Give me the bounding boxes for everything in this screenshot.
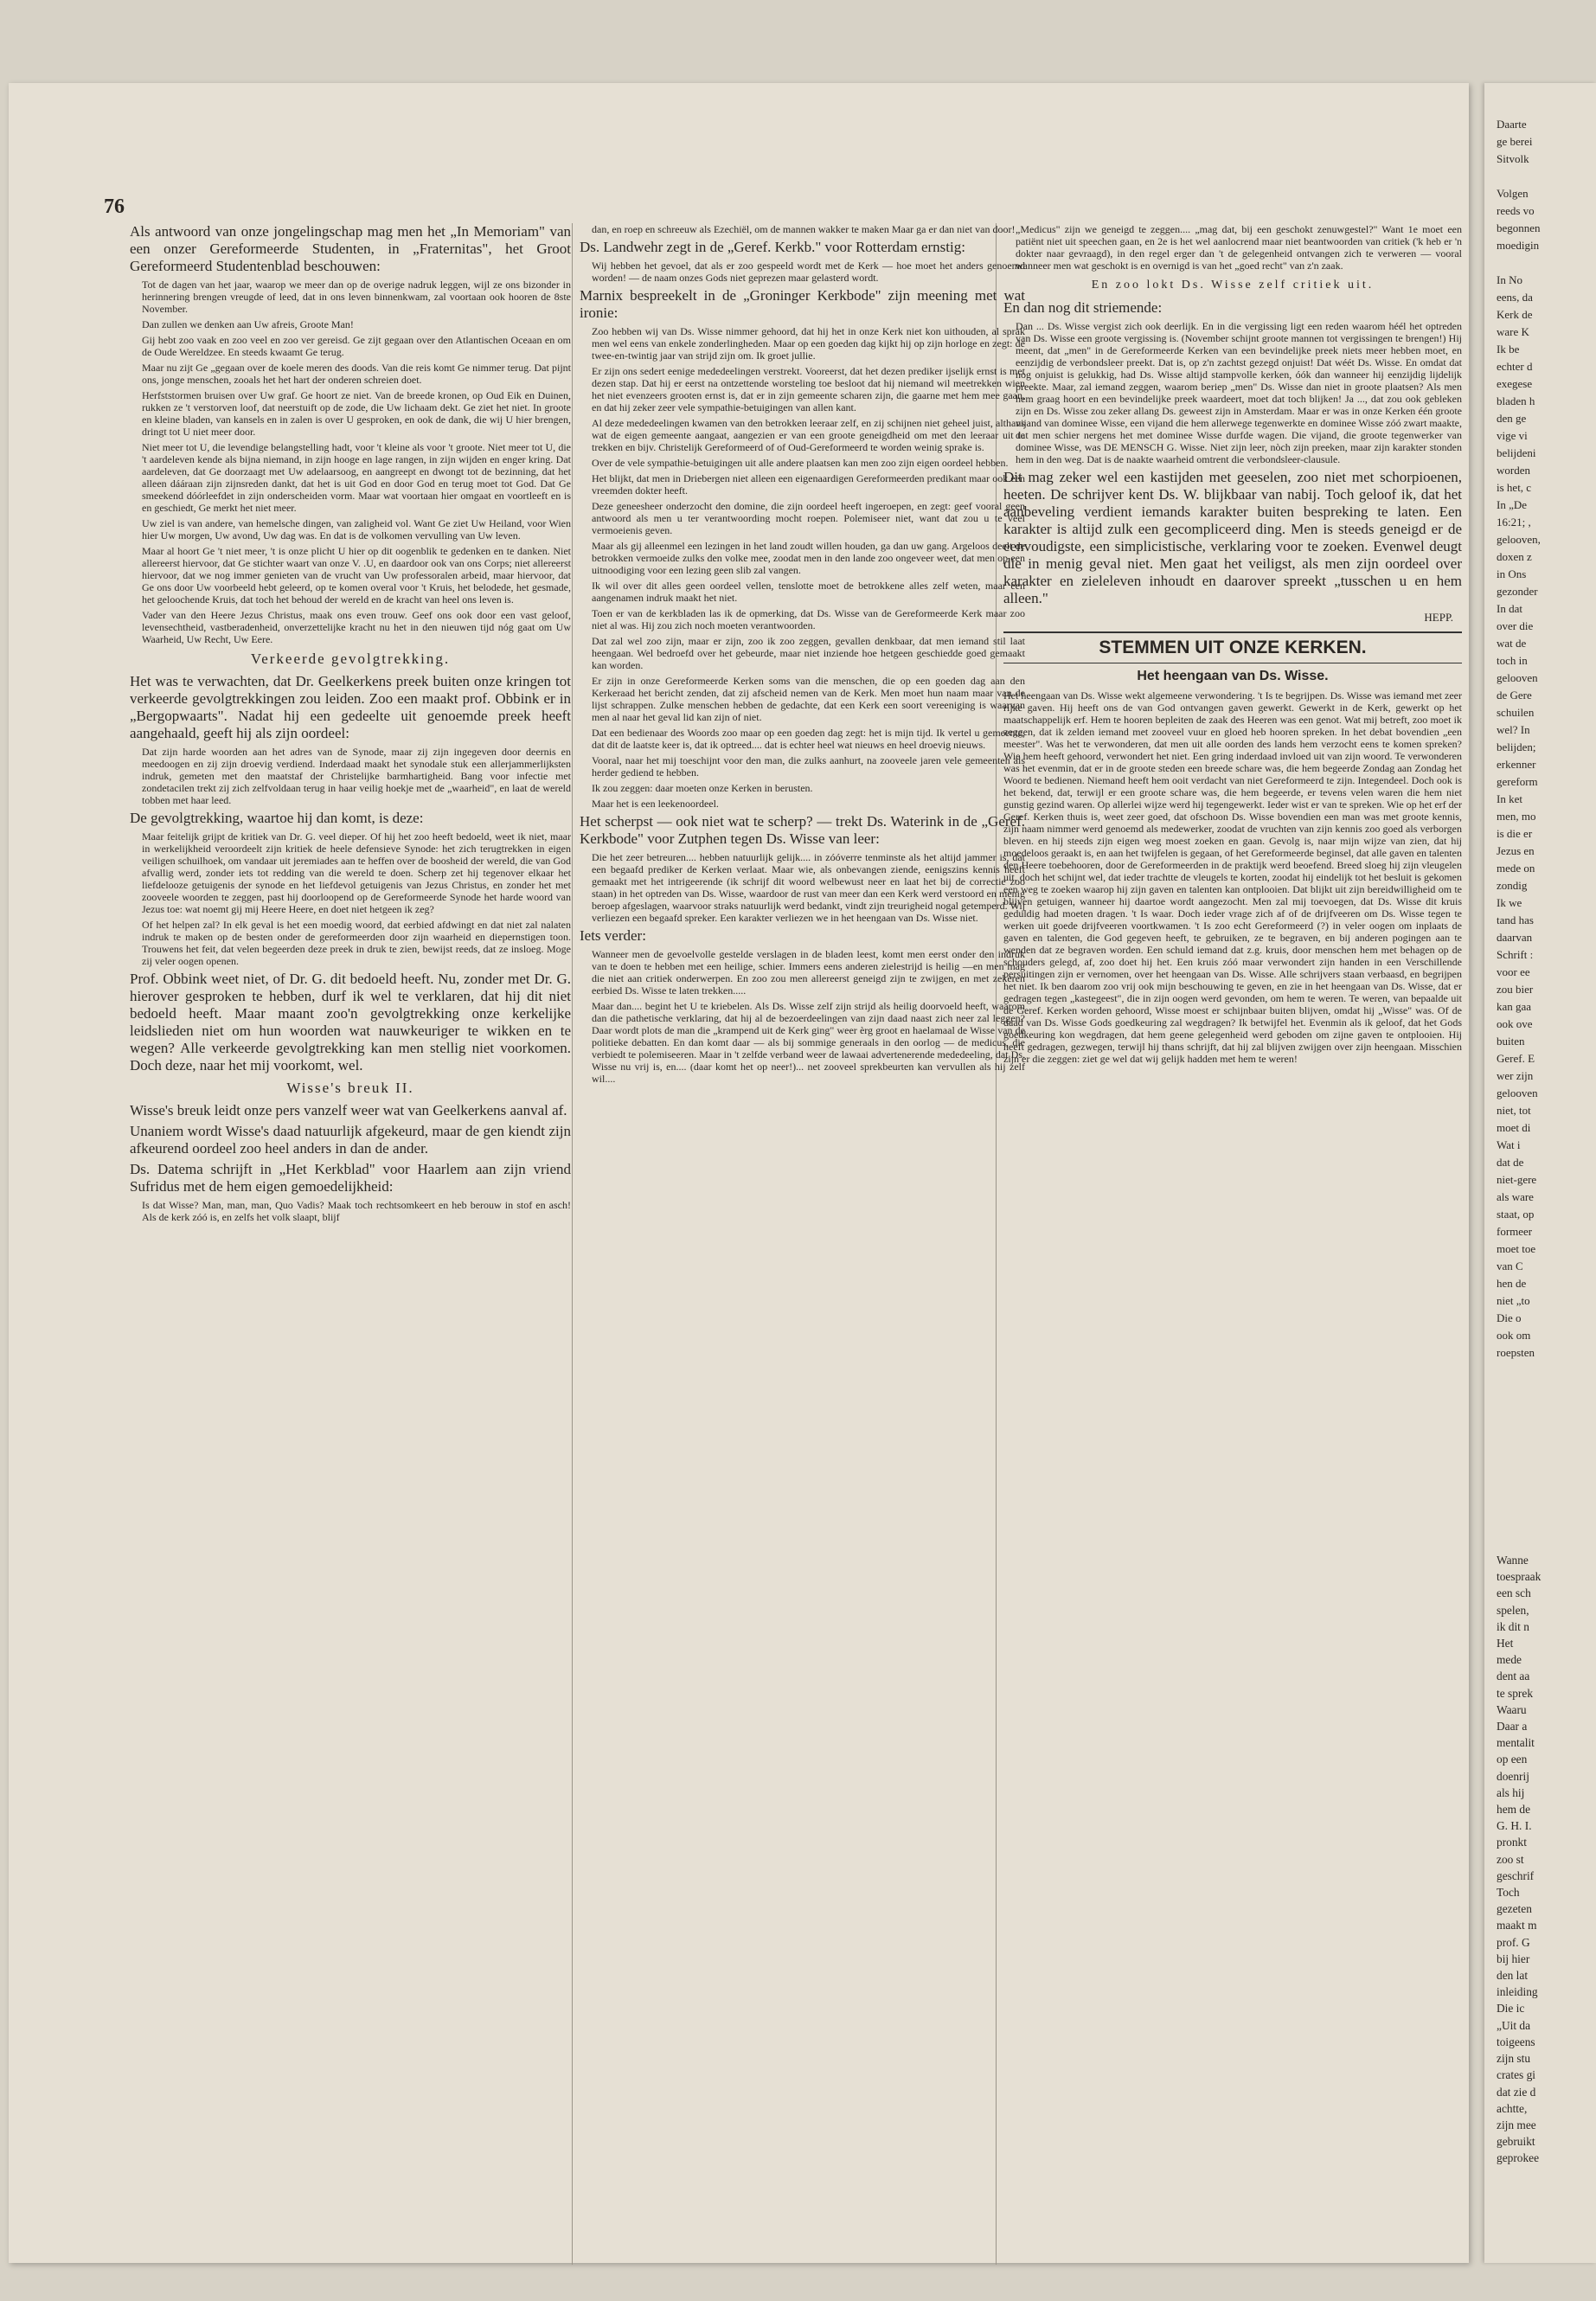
adjacent-page-line: belijden; [1497, 740, 1536, 753]
paragraph: Marnix bespreekelt in de „Groninger Kerkbode" zijn meening met wat ironie: [580, 287, 1025, 321]
adjacent-page-line: als ware [1497, 1190, 1534, 1203]
quote: Deze geneesheer onderzocht den domine, die zijn oordeel heeft ingeroepen, en zegt: geef vooral geen antwoord als men u ter verantwoording mocht roepen. Polemiseer niet, want dat zou u te veel vermoeienis geven. [592, 500, 1025, 536]
adjacent-page-line: zondig [1497, 879, 1528, 892]
quote: Maar nu zijt Ge „gegaan over de koele meren des doods. Van die reis komt Ge nimmer terug. Dat pijnt ons, jonge menschen, zooals het het hart der onderen schreien doet. [142, 362, 571, 386]
adjacent-page-line: Daarte [1497, 118, 1527, 131]
paragraph: Het was te verwachten, dat Dr. Geelkerkens preek buiten onze kringen tot verkeerde gevolgtrekkingen zou leiden. Zoo een maakt prof. Obbink er in „Bergopwaarts". Nadat hij een gedeelte uit genoemde preek heeft aangehaald, geeft hij als zijn oordeel: [130, 673, 571, 741]
quote: Gij hebt zoo vaak en zoo veel en zoo ver gereisd. Ge zijt gegaan over den Atlantischen Oceaan en om de Oude Wereldzee. En steeds kwaamt Ge terug. [142, 334, 571, 358]
quote: Maar het is een leekenoordeel. [592, 798, 719, 810]
adjacent-page-line: te sprek [1497, 1686, 1534, 1700]
adjacent-page-line: den ge [1497, 412, 1527, 425]
adjacent-page-line: doxen z [1497, 550, 1532, 563]
column-1 [130, 223, 571, 2282]
adjacent-page-line: den lat [1497, 1969, 1529, 1983]
adjacent-page-line: van C [1497, 1259, 1523, 1272]
adjacent-page-line: geschrif [1497, 1868, 1535, 1882]
adjacent-page-line: reeds vo [1497, 204, 1535, 217]
adjacent-page-line: Toch [1497, 1886, 1520, 1900]
adjacent-page-line: Het [1497, 1637, 1514, 1650]
paragraph: Wisse's breuk leidt onze pers vanzelf weer wat van Geelkerkens aanval af. [130, 1102, 567, 1118]
adjacent-page-line [1497, 170, 1596, 183]
paragraph: Dit mag zeker wel een kastijden met geeselen, zoo niet met schorpioenen, heeten. De schrijver kent Ds. W. blijkbaar van nabij. Toch geloof ik, dat het aanbeveling verdient iemands karakter buiten bespreking te laten. Een karakter is altijd zulk een gecompliceerd ding. Men is steeds geneigd er de eenvoudigste, een simplicistische, verklaring voor te zoeken. Evenwel deugt die in menig geval niet. Men gaat het veiligst, als men zijn oordeel over karakter en zieleleven inhoudt en daarover spreekt „tusschen u en hem alleen." [1003, 469, 1462, 606]
adjacent-page-line: ook om [1497, 1329, 1531, 1342]
adjacent-page-line: „Uit da [1497, 2018, 1531, 2032]
adjacent-page-line: gezonder [1497, 585, 1538, 598]
adjacent-page-line: zijn mee [1497, 2118, 1536, 2131]
paragraph: Iets verder: [580, 927, 646, 944]
column-2 [580, 223, 1025, 2282]
adjacent-page-line: begonnen [1497, 221, 1541, 234]
section-heading: Verkeerde gevolgtrekking. [250, 651, 451, 667]
paragraph: Unaniem wordt Wisse's daad natuurlijk afgekeurd, maar de gen kiendt zijn afkeurend oordeel zoo heel anders in dan de ander. [130, 1123, 571, 1157]
quote: Dat zal wel zoo zijn, maar er zijn, zoo ik zoo zeggen, gevallen denkbaar, dat men iemand stil laat heengaan. Wel bedroefd over het gebeurde, maar niet inziende hoe hetgeen geschiedde goed gemaakt kan worden. [592, 635, 1025, 671]
quote: Maar als gij alleenmel een lezingen in het land zoudt willen houden, ga dan uw gang. Argeloos deelt de betrokken vermoeide zulks den volke mee, zoodat men in den lande zoo ongeveer weet, dat men op een uitnoodiging voor een lezing geen slib zal vangen. [592, 540, 1025, 576]
adjacent-page-line: bladen h [1497, 394, 1535, 407]
adjacent-page-line: echter d [1497, 360, 1533, 373]
adjacent-page-line: In „De [1497, 498, 1528, 511]
quote: Dat zijn harde woorden aan het adres van de Synode, maar zij zijn ingegeven door deernis en meedoogen en zij zijn droevig verdiend. Inderdaad maakt het synodale stuk een allerjammerlijksten indruk, gemeten met den maatstaf der Christelijke barmhartigheid. Bang voor infectie met zondetacilen trekt zij zich zelfvoldaan terug in haar veilig hoekje met de „waarheid", en laat de wereld tobben met haar leed. [142, 746, 571, 806]
adjacent-page-line: wat de [1497, 637, 1527, 650]
adjacent-page-line: pronkt [1497, 1836, 1527, 1849]
column-rule-1 [572, 223, 573, 2265]
adjacent-page-line: prof. G [1497, 1935, 1530, 1949]
quote: Wanneer men de gevoelvolle gestelde verslagen in de bladen leest, komt men eerst onder den indruk van te doen te hebben met een heilige, schier. Immers eens anderen zielestrijd is heilig —en men mag die niet aan critiek onderwerpen. En zoo zou men allereerst geneigd zijn te zwijgen, en met zekeren eerbied Ds. Wisse te laten trekken..... [592, 948, 1025, 997]
newspaper-page [9, 83, 1469, 2263]
quote: dan, en roep en schreeuw als Ezechiël, om de mannen wakker te maken Maar ga er dan niet van door! [592, 223, 1016, 235]
adjacent-page-line: doenrij [1497, 1769, 1529, 1783]
quote: Ik zou zeggen: daar moeten onze Kerken in berusten. [592, 782, 813, 794]
signature: HEPP. [1424, 611, 1453, 624]
paragraph: Het scherpst — ook niet wat te scherp? — trekt Ds. Waterink in de „Geref. Kerkbode" voor Zutphen tegen Ds. Wisse van leer: [580, 813, 1025, 847]
adjacent-page-line: bij hier [1497, 1952, 1530, 1965]
adjacent-page-line: In dat [1497, 602, 1522, 615]
adjacent-page-line: mede on [1497, 862, 1535, 875]
adjacent-page-line: Sitvolk [1497, 152, 1529, 165]
adjacent-page-line: dat zie d [1497, 2085, 1536, 2099]
quote: Zoo hebben wij van Ds. Wisse nimmer gehoord, dat hij het in onze Kerk niet kon uithouden, al sprak men wel eens van enkele zonderlingheden. Maar op een goeden dag kijkt hij op zijn horloge en zegt: de twee-en-twintig jaar van strijd zijn om. Ik groet jullie. [592, 325, 1025, 362]
quote: Tot de dagen van het jaar, waarop we meer dan op de overige nadruk leggen, wijl ze ons bizonder in herinnering brengen vreugde of leed, dat in ons leven binnenkwam, zal voortaan ook hooren de 8ste November. [142, 279, 571, 315]
adjacent-page-line: Schrift : [1497, 948, 1534, 961]
adjacent-page-line: erkenner [1497, 758, 1536, 771]
adjacent-page-line: Volgen [1497, 187, 1529, 200]
adjacent-page-line: toch in [1497, 654, 1528, 667]
adjacent-page-line: Wat i [1497, 1138, 1521, 1151]
quote: Al deze mededeelingen kwamen van den betrokken leeraar zelf, en zij schijnen niet geheel juist, althans wat de eigen gemeente aangaat, aangezien er van een groote geneigdheid om met den leeraar uit te trekken en bijv. Christelijk Gereformeerd of of Oud-Gereformeerd te worden weinig sprake is. [592, 417, 1025, 453]
adjacent-page-line: vige vi [1497, 429, 1528, 442]
adjacent-page-line: zou bier [1497, 983, 1534, 996]
adjacent-page-line: toespraak [1497, 1570, 1542, 1584]
adjacent-page-line: een sch [1497, 1586, 1531, 1600]
adjacent-page-line: kan gaa [1497, 1000, 1532, 1013]
adjacent-page-line: Waaru [1497, 1702, 1527, 1716]
adjacent-page-line: roepsten [1497, 1346, 1535, 1359]
adjacent-page-line: schuilen [1497, 706, 1535, 719]
adjacent-page-line: gelooven, [1497, 533, 1541, 546]
quote: Of het helpen zal? In elk geval is het een moedig woord, dat eerbied afdwingt en dat niet zal nalaten indruk te maken op de besten onder de gereformeerden door zijn waarheid en diepernstigen toon. Trouwens het feit, dat velen begeerden deze preek in druk te zien, bewijst reeds, dat ze insloeg. Moge zij veler oogen openen. [142, 919, 571, 967]
paragraph: Ds. Landwehr zegt in de „Geref. Kerkb." voor Rotterdam ernstig: [580, 239, 965, 255]
adjacent-page-line: gelooven [1497, 1086, 1538, 1099]
adjacent-page-line: mede [1497, 1653, 1522, 1667]
adjacent-page-line: gezeten [1497, 1902, 1532, 1916]
adjacent-page-line: dat de [1497, 1156, 1524, 1169]
emphasis-line: En zoo lokt Ds. Wisse zelf critiek uit. [1091, 279, 1375, 292]
section-heading: Wisse's breuk II. [286, 1080, 414, 1096]
adjacent-page-line: Jezus en [1497, 844, 1535, 857]
adjacent-page-line: buiten [1497, 1035, 1525, 1048]
adjacent-page-line: ik dit n [1497, 1619, 1529, 1633]
adjacent-page-line: Die o [1497, 1311, 1522, 1324]
adjacent-page-line: niet „to [1497, 1294, 1530, 1307]
adjacent-page-line: over die [1497, 619, 1534, 632]
quote: Niet meer tot U, die levendige belangstelling hadt, voor 't kleine als voor 't groote. Niet meer tot U, die 't aardeleven kende als bijna niemand, in zijn hooge en lage rangen, in zijn wijden en enger kring. Dat aardeleven, dat Ge doorzaagt met Uw adelaarsoog, en aangreept en dwongt tot de bezinning, dat het alleen dáárаan zijn zijnsreden dankt, dat het is uit God en door God en terug moet tot God. Dat Ge smeekend dóórleefdet in zijn onderscheiden vorm. Maar wat voortaan hier omgaat en voortleeft en is en geschiedt, Ge merkt het niet meer. [142, 441, 571, 514]
adjacent-page-line: belijdeni [1497, 446, 1536, 459]
adjacent-page-line: niet, tot [1497, 1104, 1531, 1117]
adjacent-page-line: moet di [1497, 1121, 1531, 1134]
adjacent-page-line: In ket [1497, 792, 1522, 805]
quote: Ik wil over dit alles geen oordeel vellen, tenslotte moet de betrokkene alles zelf weten, maar een aangenamen indruk maakt het niet. [592, 580, 1025, 604]
paragraph: En dan nog dit striemende: [1003, 299, 1163, 316]
adjacent-page-line: 16:21; , [1497, 516, 1531, 529]
quote: Herfststormen bruisen over Uw graf. Ge hoort ze niet. Van de breede kronen, op Oud Eik en Duinen, rukken ze 't verstorven loof, dat neerstuift op de zode, die Uw lichaam dekt. Ge ziet het niet. In groote en kleine bladen, van kansels en in zalen is over U gesproken, en ook de dank, die wij U hier brengen, dringt tot U niet meer door. [142, 389, 571, 438]
adjacent-page-line: moet toe [1497, 1242, 1536, 1255]
quote: Toen er van de kerkbladen las ik de opmerking, dat Ds. Wisse van de Gereformeerde Kerk maar zoo niet al was. Hij zou zich noch moeten verantwoorden. [592, 607, 1025, 631]
adjacent-page-line: toigeens [1497, 2035, 1535, 2048]
quote: Er zijn ons sedert eenige mededeelingen verstrekt. Vooreerst, dat het dezen prediker ijselijk ernst is met dezen stap. Dat hij er eerst na ontzettende worsteling toe besloot dat hij niemand wil meetrekken wien het niet evenzeers grooten ernst is, dat er in zijn gemeente scharen zijn, die gaarne met hem mee gaan, en dat hij zeker zeer vele sympathie-betuigingen van allen kant. [592, 365, 1025, 413]
adjacent-page-line: Ik be [1497, 343, 1520, 356]
adjacent-page-line: formeer [1497, 1225, 1533, 1238]
adjacent-page-line: zijn stu [1497, 2052, 1531, 2066]
quote: Is dat Wisse? Man, man, man, Quo Vadis? Maak toch rechtsomkeert en heb berouw in stof en asch! Als de kerk zóó is, en zelfs het volk slaapt, blijf [142, 1199, 571, 1223]
paragraph: Als antwoord van onze jongelingschap mag men het „In Memoriam" van een onzer Gereformeerde Studenten, in „Fraternitas", het Groot Gereformeerd Studentenblad beschouwen: [130, 223, 571, 274]
adjacent-page-line: men, mo [1497, 810, 1536, 823]
adjacent-page-edge [1484, 83, 1596, 2263]
column-3 [1003, 223, 1462, 2282]
adjacent-page-line: is het, c [1497, 481, 1532, 494]
quote: Uw ziel is van andere, van hemelsche dingen, van zaligheid vol. Want Ge ziet Uw Heiland, voor Wien hier Uw morgen, Uw avond, Uw dag was. En dat is de volkomen vervulling van Uw leven. [142, 517, 571, 542]
quote: Vooral, naar het mij toeschijnt voor den man, die zulks aanhurt, na zooveele jaren vele gemeenten als herder gediend te hebben. [592, 754, 1025, 779]
paragraph: Ds. Datema schrijft in „Het Kerkblad" voor Haarlem aan zijn vriend Sufridus met de hem eigen gemoedelijkheid: [130, 1161, 571, 1195]
adjacent-page-line: ge berei [1497, 135, 1533, 148]
quote: Er zijn in onze Gereformeerde Kerken soms van die menschen, die op een goeden dag aan den Kerkeraad het bericht zenden, dat zij afscheid nemen van de Kerk. Men moet hun naam maar van de lijst schrappen. Zulke menschen hebben de gedachte, dat een Kerk een soort vereeniging is waarvan men al naar het geval lid kan zijn of niet. [592, 675, 1025, 723]
quote: Dan zullen we denken aan Uw afreis, Groote Man! [142, 318, 354, 330]
paragraph: De gevolgtrekking, waartoe hij dan komt, is deze: [130, 810, 424, 826]
adjacent-page-line: exegese [1497, 377, 1533, 390]
adjacent-page-line: niet-gere [1497, 1173, 1537, 1186]
quote: Die het zeer betreuren.... hebben natuurlijk gelijk.... in zóóverre tenminste als het altijd jammer is, dat een begaafd prediker de Kerken verlaat. Maar wie, als onbevangen ziende, eenigszins kennis heeft gemaakt met het intrigeerende (ik schrijf dit woord welbewust neer en laat het bij de correctie zoo staan) in het optreden van Ds. Wisse, waardoor de rust van meer dan een Kerk werd verstoord en menig beroep afgeslagen, waarvoor straks natuurlijk werd bedankt, vindt zijn treurigheid nogal getemperd. Wij verliezen een begaafd spreker. Een karakter verliezen we in het heengaan van Ds. Wisse niet. [592, 851, 1025, 924]
adjacent-page-line: Ik we [1497, 896, 1522, 909]
adjacent-page-line: Wanne [1497, 1554, 1529, 1567]
adjacent-page-line: dent aa [1497, 1670, 1530, 1683]
adjacent-page-line: Kerk de [1497, 308, 1533, 321]
adjacent-page-line: Geref. E [1497, 1052, 1535, 1065]
adjacent-page-line: wer zijn [1497, 1069, 1534, 1082]
adjacent-page-line: inleiding [1497, 1985, 1538, 1999]
adjacent-page-line: voor ee [1497, 965, 1530, 978]
adjacent-page-line: hen de [1497, 1277, 1527, 1290]
adjacent-page-line: in Ons [1497, 567, 1527, 580]
quote: Maar feitelijk grijpt de kritiek van Dr. G. veel dieper. Of hij het zoo heeft bedoeld, weet ik niet, maar in werkelijkheid veroordeelt zijn kritiek de heele defensieve Synode: het zich terugtrekken in eigen veiligen schuilhoek, om vandaar uit jeremiades aan te heffen over de boosheid der wereld, die van God afvallig werd, zonder iets tot redding van die wereld te doen. Scherp zet hij tegenover elkaar het liefdelooze getuigenis der synode en het liefdevol getuigenis van Jezus Christus, en zonder het met zooveele woorden te zeggen, past hij doorloopend op de Gereformeerde Synode het harde woord van Jezus toe: wat noemt gij mij Heere Heere, en doet niet hetgeen ik zeg? [142, 830, 571, 915]
adjacent-page-line: tand has [1497, 913, 1534, 926]
adjacent-page-line: Die ic [1497, 2002, 1525, 2016]
quote: Het blijkt, dat men in Driebergen niet alleen een eigenaardigen Gereformeerden predikant maar ook een vreemden dokter heeft. [592, 472, 1025, 497]
quote: „Medicus" zijn we geneigd te zeggen.... „mag dat, bij een geschokt zenuwgestel?" Want 1e moet een patiënt niet uit speechen gaan, en 2e is het wel aanlocrend maar niet beantwoorden van critiek ('k heb er 'n dokter naar gevraagd), in den regel erger dan 't de gelegenheid ontvangen zich te verweren — vooral wanneer men wat geschokt is en overnigd is van het „goed recht" van z'n zaak. [1016, 223, 1462, 272]
adjacent-page-line: G. H. I. [1497, 1819, 1532, 1833]
quote: Maar dan.... begint het U te kriebelen. Als Ds. Wisse zelf zijn strijd als heilig doorvoeld heeft, waarom dan die pathetische verklaring, dat hij al de bezoerdeelingen van zijn daad naast zich neer zal leggen? Daar wordt plots de man die „krampend uit de Kerk ging" weer èrg groot en haelamaal de Wisse van de politieke debatten. En dan komt daar — als bij sommige generaals in den oorlog — de medicus, die verbiedt te polemiseeren. Maar in 't zelfde verband weer de lawaai advertenerende mededeeling, dat Ds. Wisse nu vrij is, en.... (daar komt het op neer!)... net zooveel sprekbeurten kan vervullen als hij zelf wil.... [592, 1000, 1025, 1085]
adjacent-page-line: gebruikt [1497, 2135, 1535, 2149]
section-title: STEMMEN UIT ONZE KERKEN. [1003, 631, 1462, 663]
adjacent-page-line: maakt m [1497, 1919, 1537, 1932]
adjacent-page-line: als hij [1497, 1785, 1525, 1799]
quote: Vader van den Heere Jezus Christus, maak ons even trouw. Geef ons ook door een vast geloof, levensechtheid, vastberadenheid, onverzettelijke kracht nu het in den nieuwen tijd nóg gaat om Uw Waarheid, Uw Recht, Uw Eere. [142, 609, 571, 645]
adjacent-page-line: gereform [1497, 775, 1538, 788]
adjacent-page-line: ook ove [1497, 1017, 1533, 1030]
article-subheading: Het heengaan van Ds. Wisse. [1137, 669, 1329, 683]
article-body: Het heengaan van Ds. Wisse wekt algemeene verwondering. 't Is te begrijpen. Ds. Wisse was iemand met zeer rijke gaven. Hij heeft ons de van God ontvangen gaven gewerkt. Gewerkt in de Kerk, gewerkt op het maatschappelijk erf. Hem te hooren bepleiten de zaak des Heeren was een genot. Wat mij betreft, zoo moet ik zeggen, dat ik zelden iemand met zooveel vuur en gloed heb hooren spreken. In het debat bovendien „een meester". Was het te verwonderen, dat men uit alle oorden des lands hem verzocht eens te komen spreken? Wie hem heeft gehoord, verwondert het niet. Een gring inderdaad invloed uit van zijn woord. Te verwonderen was het evenmin, dat er in de groote steden een breede schare was, die hem begeerde Zondag aan Zondag het Woord te bedienen. Niemand heeft hem ooit verdacht van niet Gereformeerd te zijn. Integendeel. Doch ook is het bekend, dat, terwijl er een groote schare was, die hem begeerde, er tevens velen waren die hem niet gunstig gezind waren. Op allerlei wijze werd hij tegengewerkt. Ieder wist er van te spreken. Wie op het erf der Geref. Kerken thuis is, weet zeer goed, dat ofschoon Ds. Wisse bovendien een man was met groote kennis, zijn naam nimmer werd genoemd als medewerker, zoodat de vruchten van zijn kennis zoo goed als verborgen bleven. en hij steeds zijn eigen weg moest zoeken en gaan. Gevolg is, naar mijn wijze van zien, dat hij moedeloos geraakt is, en aan het twijfelen is gegaan, of het Gereformeerde beginsel, dat alle gaven en talenten den Heere toebehooren, door de Gereformeerden in de praktijk werd beoefend. Breed sloeg hij zijn vleugelen uit, doch het schijnt wel, dat ieder trachtte de vleugels te korten, zoodat hij eindelijk tot het besluit is gekomen een weg te zoeken waarop hij zijn gaven en talenten kan ontplooien. Dat blijkt uit zijn bereidwilligheid om te blijven getuigen, wanneer hij daartoe wordt aangezocht. Men zal mij toevoegen, dat Ds. Wisse dit kruis geduldig had moeten dragen. 't Is waar. Doch ieder vrage zich af of de drijfveeren om Ds. Wisse tegen te werken uit goede drijfveeren voortkwamen. 't Is zoo echt Gereformeerd (?) in veler oogen om inplaats de gaven en talenten, die God gegeven heeft, te gebruiken, ze te begraven, en bij anderen pogingen aan te wenden dat ze begraven worden. Een schuld iemand dat z.g. kruis, door menschen hem met behagen op de schouders gelegd, af, zoo doet hij het. Een kruis zóó maar verwondert zijn handen in een Verschillende persuitingen zijn er vernomen, over het heengaan van Ds. Wisse. Alle schrijvers staan verbaasd, en begrijpen het niet. Ik ben daarom zoo vrij ook mijn beschouwing te geven, en zie in het heengaan van Ds. Wisse, dat er gedragen tegen „kastegeest", die in zijn oogen werd gevonden, om hem te weren. Te weren, van bepaalde uit de Geref. Kerken worden gehoord, Wisse moest er schijnbaar buiten blijven, omdat hij „Wisse" was. Of de daad van Ds. Wisse Gods goedkeuring zal wegdragen? Ik betwijfel het. Evenmin als ik geloof, dat het Gods goedkeuring kon wegdragen, dat hem geene gelegenheid werd geboden om zijne gaven te ontplooien. Hij heeft gedragen, gezwegen, terwijl hij thans schrijft, dat hij zal blijven zwijgen over zijn heengaan. Misschien zijn er die zeggen: ziet ge wel dat wij gelijk hadden met hem te weren! [1003, 689, 1462, 1065]
adjacent-page-line: In No [1497, 273, 1522, 286]
adjacent-page-line: gelooven [1497, 671, 1538, 684]
adjacent-page-line: achtte, [1497, 2101, 1528, 2115]
adjacent-page-line: spelen, [1497, 1603, 1529, 1617]
adjacent-page-line: moedigin [1497, 239, 1540, 252]
adjacent-page-line: crates gi [1497, 2068, 1535, 2082]
adjacent-page-line: hem de [1497, 1803, 1531, 1817]
adjacent-page-line: mentalit [1497, 1736, 1535, 1750]
adjacent-page-line [1497, 256, 1596, 270]
quote: Maar al hoort Ge 't niet meer, 't is onze plicht U hier op dit oogenblik te gedenken en te danken. Niet allereerst hiervoor, dat Ge stichter waart van onze V. .U, en daardoor ook van ons Corps; niet allereerst hiervoor, dat we nog immer genieten van de vrucht van Uw professoralen arbeid, maar hiervoor, dat Ge ons door Uw voorbeeld hebt geleerd, op te komen overal voor 't Kruis, het belodede, het gesmade, het geloochende Kruis, dat toch het behoud der wereld en de kracht van heel ons leven is. [142, 545, 571, 606]
adjacent-page-text-bottom [1497, 1554, 1596, 2169]
quote: Dat een bedienaar des Woords zoo maar op een goeden dag zegt: het is mijn tijd. Ik vertel u gemeente, dat dit de laatste keer is, dat ik optreed.... dat is echter heel wat nieuws en heel droevig nieuws. [592, 727, 1025, 751]
adjacent-page-line: de Gere [1497, 689, 1532, 702]
adjacent-page-line: worden [1497, 464, 1530, 477]
adjacent-page-line: eens, da [1497, 291, 1533, 304]
quote: Dan ... Ds. Wisse vergist zich ook deerlijk. En in die vergissing ligt een reden waarom héél het optreden van Ds. Wisse een groote vergissing is. (November schijnt groote mannen tot vergissingen te brengen!) Hij meent, dat „men" in de Gereformeerde Kerken van een bevindelijke preek niets meer hebben moet, en eenzijdig de verbondsleer preekt. Dat is, op z'n zachtst gezegd onjuist! Dat wéét Ds. Wisse. En omdat dat nog onjuist is gelukkig, had Ds. Wisse altijd stampvolle kerken, óók dan wanneer hij eenzijdig lijdelijk preekte. Maar, zal iemand zeggen, waarom beriep „men" Ds. Wisse dan niet in groote plaatsen? Als men hem graag hoort en een bevindelijke preek waardeert, moet dat toch blijken! Ja ..., dat zou ook gebleken zijn en Ds. Wisse zou zeker allang Ds. geweest zijn in Amsterdam. Maar er was in onze Kerken één groote vijand van dominee Wisse, een vijand die hem allerwege tegenwerkte en dominee Wisse zóó zwart maakte, dat men schier nergens het met dominee Wisse durfde wagen. Die vijand, die groote tegenwerker van dominee Wisse, was DE MENSCH G. Wisse. Niet zijn leer, nòch zijn preeken, maar zijn karakter stonden hem in den weg. Dat is de naakte waarheid omtrent die verbondsleer-clausule. [1016, 320, 1462, 465]
adjacent-page-line: op een [1497, 1753, 1528, 1766]
quote: Wij hebben het gevoel, dat als er zoo gespeeld wordt met de Kerk — hoe moet het anders genoemd worden! — de naam onzes Gods niet geprezen maar gelasterd wordt. [592, 260, 1025, 284]
adjacent-page-line: geprokee [1497, 2151, 1540, 2165]
adjacent-page-line: ware K [1497, 325, 1529, 338]
adjacent-page-line: staat, op [1497, 1208, 1535, 1221]
adjacent-page-line: zoo st [1497, 1852, 1524, 1866]
adjacent-page-line: Daar a [1497, 1720, 1528, 1734]
adjacent-page-line: wel? In [1497, 723, 1530, 736]
paragraph: Prof. Obbink weet niet, of Dr. G. dit bedoeld heeft. Nu, zonder met Dr. G. hierover gesproken te hebben, durf ik wel te verklaren, dat hij dit niet bedoeld heeft. Maar maant zoo'n gevolgtrekking onze kerkelijke leidslieden niet om hun woorden wat nauwkeuriger te wikken en te wegen? Alle verkeerde gevolgtrekking kan men stellig niet voorkomen. Doch deze, naar het mij voorkomt, wel. [130, 971, 571, 1074]
adjacent-page-line: is die er [1497, 827, 1533, 840]
adjacent-page-line: daarvan [1497, 931, 1533, 944]
adjacent-page-text-top [1497, 118, 1596, 1363]
page-number: 76 [104, 195, 125, 218]
quote: Over de vele sympathie-betuigingen uit alle andere plaatsen kan men zoo zijn eigen oordeel hebben. [592, 457, 1009, 469]
